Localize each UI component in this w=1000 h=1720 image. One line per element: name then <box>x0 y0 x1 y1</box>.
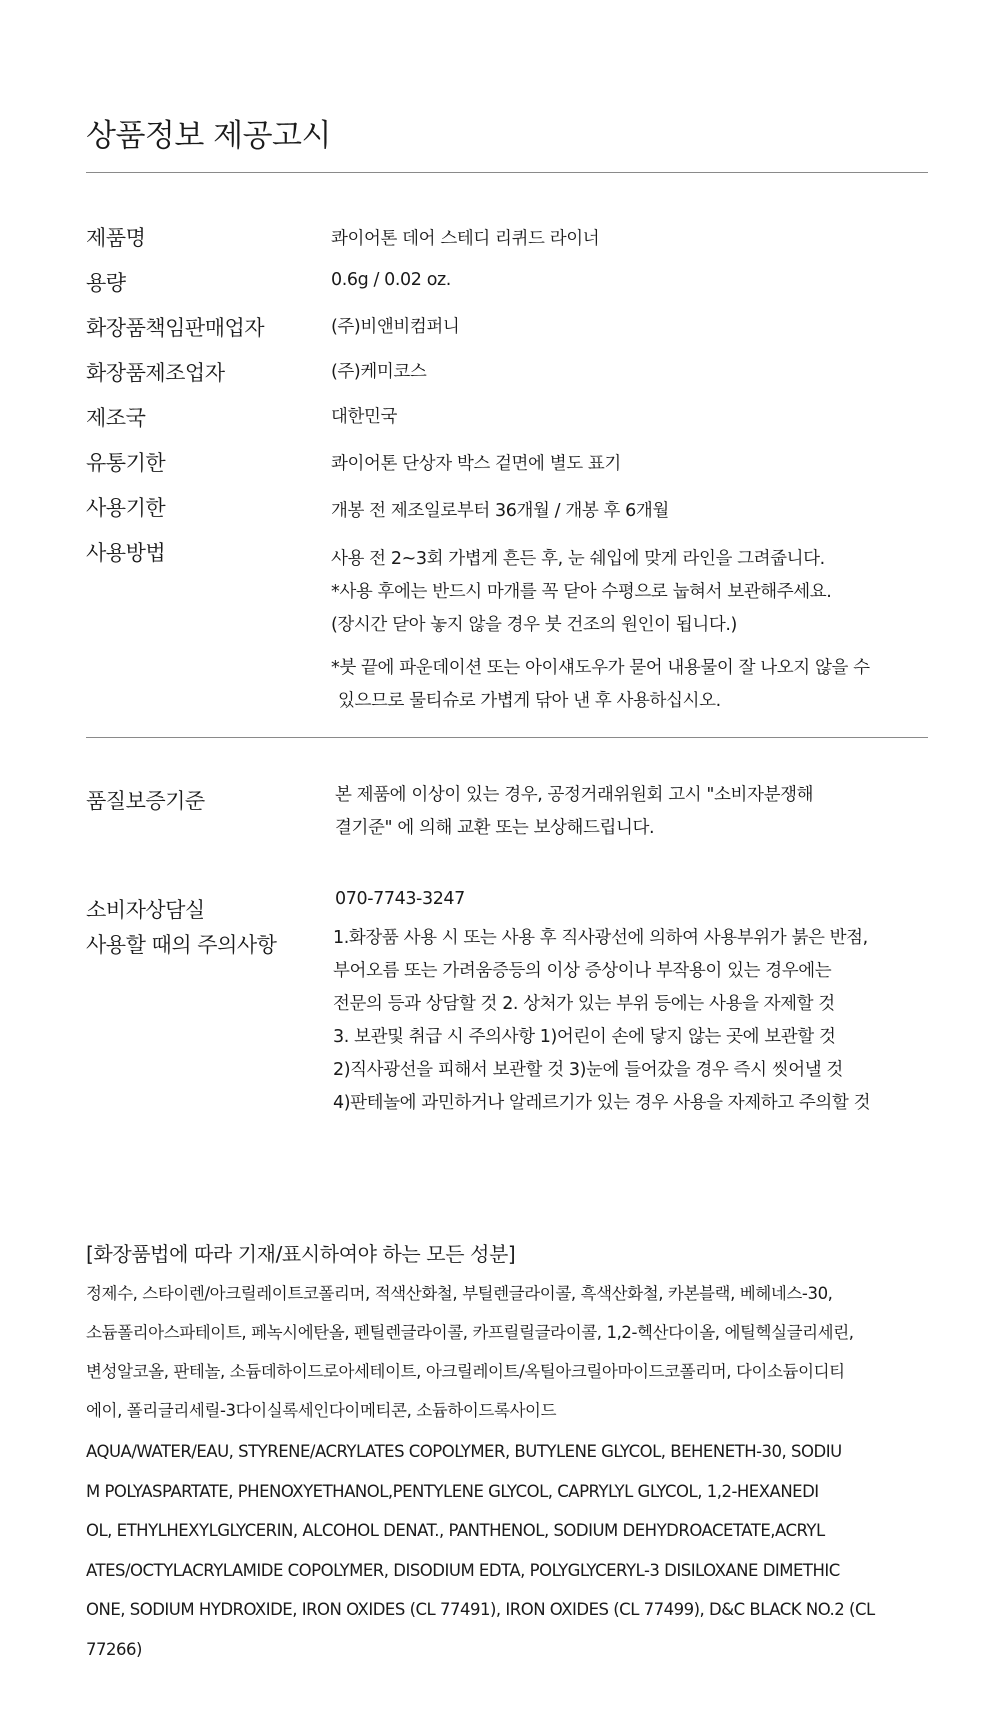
label-product-name: 제품명 <box>86 226 146 250</box>
value-volume: 0.6g / 0.02 oz. <box>331 270 451 290</box>
usage-instructions <box>331 543 831 642</box>
label-country: 제조국 <box>86 406 146 430</box>
usage-note-line: *붓 끝에 파운데이션 또는 아이섀도우가 묻어 내용물이 잘 나오지 않을 수 <box>331 658 870 678</box>
label-consumer-center: 소비자상담실 <box>86 898 205 922</box>
value-expiry: 콰이어톤 단상자 박스 겉면에 별도 표기 <box>331 454 621 474</box>
quality-text <box>335 779 813 845</box>
label-volume: 용량 <box>86 271 126 295</box>
label-use-period: 사용기한 <box>86 496 166 520</box>
label-expiry: 유통기한 <box>86 451 166 475</box>
ingredients-title: [화장품법에 따라 기재/표시하여야 하는 모든 성분] <box>86 1242 516 1266</box>
ingredients-english <box>86 1432 875 1669</box>
title-divider <box>86 172 928 173</box>
label-usage: 사용방법 <box>86 541 166 565</box>
usage-note <box>331 652 870 718</box>
ingredients-en-line: ONE, SODIUM HYDROXIDE, IRON OXIDES (CL 77491), IRON OXIDES (CL 77499), D&C BLACK NO.2 (CL <box>86 1600 875 1619</box>
caution-line: 부어오름 또는 가려움증등의 이상 증상이나 부작용이 있는 경우에는 <box>333 961 832 981</box>
value-country: 대한민국 <box>331 407 398 427</box>
label-quality: 품질보증기준 <box>86 789 205 813</box>
consumer-phone: 070-7743-3247 <box>335 889 465 909</box>
label-caution: 사용할 때의 주의사항 <box>86 933 277 957</box>
value-use-period: 개봉 전 제조일로부터 36개월 / 개봉 후 6개월 <box>331 501 669 521</box>
ingredients-en-line: AQUA/WATER/EAU, STYRENE/ACRYLATES COPOLYMER, BUTYLENE GLYCOL, BEHENETH-30, SODIU <box>86 1442 842 1461</box>
quality-line: 본 제품에 이상이 있는 경우, 공정거래위원회 고시 "소비자분쟁해 <box>335 785 814 805</box>
ingredients-en-line: ATES/OCTYLACRYLAMIDE COPOLYMER, DISODIUM EDTA, POLYGLYCERYL-3 DISILOXANE DIMETHIC <box>86 1560 840 1580</box>
ingredients-en-line: OL, ETHYLHEXYLGLYCERIN, ALCOHOL DENAT., PANTHENOL, SODIUM DEHYDROACETATE,ACRYL <box>86 1521 825 1540</box>
caution-line: 4)판테놀에 과민하거나 알레르기가 있는 경우 사용을 자제하고 주의할 것 <box>333 1093 871 1113</box>
ingredients-en-line: M POLYASPARTATE, PHENOXYETHANOL,PENTYLENE GLYCOL, CAPRYLYL GLYCOL, 1,2-HEXANEDI <box>86 1481 819 1501</box>
ingredients-ko-line: 소듐폴리아스파테이트, 페녹시에탄올, 펜틸렌글라이콜, 카프릴릴글라이콜, 1,2-헥산다이올, 에틸헥실글리세린, <box>86 1323 854 1342</box>
value-seller: (주)비앤비컴퍼니 <box>331 317 460 337</box>
usage-line: 사용 전 2~3회 가볍게 흔든 후, 눈 쉐입에 맞게 라인을 그려줍니다. <box>331 549 825 569</box>
usage-line: *사용 후에는 반드시 마개를 꼭 닫아 수평으로 눕혀서 보관해주세요. <box>331 582 832 602</box>
value-manufacturer: (주)케미코스 <box>331 362 427 382</box>
usage-note-line: 있으므로 물티슈로 가볍게 닦아 낸 후 사용하십시오. <box>338 691 721 711</box>
label-manufacturer: 화장품제조업자 <box>86 361 225 385</box>
ingredients-korean <box>86 1274 854 1430</box>
ingredients-ko-line: 정제수, 스타이렌/아크릴레이트코폴리머, 적색산화철, 부틸렌글라이콜, 흑색산화철, 카본블랙, 베헤네스-30, <box>86 1284 833 1303</box>
caution-line: 3. 보관및 취급 시 주의사항 1)어린이 손에 닿지 않는 곳에 보관할 것 <box>333 1027 836 1047</box>
caution-line: 2)직사광선을 피해서 보관할 것 3)눈에 들어갔을 경우 즉시 씻어낼 것 <box>333 1060 843 1080</box>
caution-line: 1.화장품 사용 시 또는 사용 후 직사광선에 의하여 사용부위가 붉은 반점, <box>333 928 868 948</box>
ingredients-ko-line: 변성알코올, 판테놀, 소듐데하이드로아세테이트, 아크릴레이트/옥틸아크릴아마이드코폴리머, 다이소듐이디티 <box>86 1362 845 1381</box>
value-product-name: 콰이어톤 데어 스테디 리퀴드 라이너 <box>331 229 600 249</box>
ingredients-ko-line: 에이, 폴리글리세릴-3다이실록세인다이메티콘, 소듐하이드록사이드 <box>86 1401 557 1420</box>
page-title: 상품정보 제공고시 <box>86 118 331 154</box>
caution-line: 전문의 등과 상담할 것 2. 상처가 있는 부위 등에는 사용을 자제할 것 <box>333 994 835 1014</box>
section-divider <box>86 737 928 738</box>
label-seller: 화장품책임판매업자 <box>86 316 265 340</box>
quality-line: 결기준" 에 의해 교환 또는 보상해드립니다. <box>335 818 655 838</box>
ingredients-en-line: 77266) <box>86 1639 142 1659</box>
caution-text <box>333 922 870 1120</box>
usage-line: (장시간 닫아 놓지 않을 경우 붓 건조의 원인이 됩니다.) <box>331 615 737 635</box>
